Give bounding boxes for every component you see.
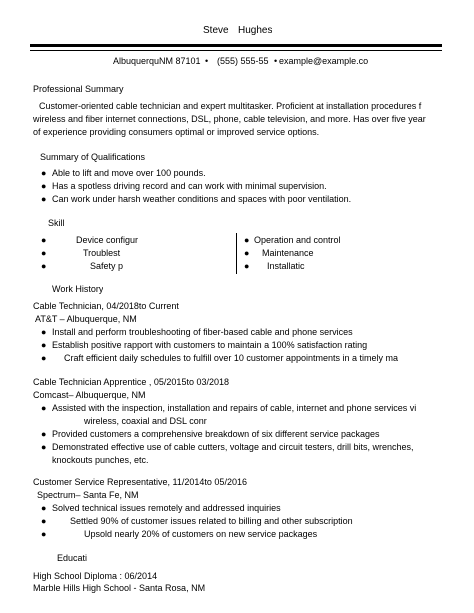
work-heading: Work History bbox=[52, 284, 104, 294]
education-school: Marble Hills High School - Santa Rosa, NM bbox=[33, 583, 206, 593]
summary-line: Customer-oriented cable technician and expert multitasker. Proficient at installation procedures f bbox=[39, 101, 422, 111]
job-bullet: Settled 90% of customer issues related to billing and other subscription bbox=[70, 516, 353, 526]
name-first: Steve bbox=[203, 25, 229, 36]
summary-line: wireless and fiber internet connections, DSL, phone, cable television, and more. Has over five year bbox=[33, 114, 426, 124]
qualification-item: Has a spotless driving record and can work with minimal supervision. bbox=[52, 181, 327, 191]
contact-separator: • bbox=[205, 56, 209, 66]
job-company: AT&T – Albuquerque, NM bbox=[35, 314, 137, 324]
job-bullet: Demonstrated effective use of cable cutters, voltage and circuit testers, drill bits, wrenches, bbox=[52, 442, 414, 452]
bullet-icon: ● bbox=[41, 429, 47, 439]
contact-email: example@example.co bbox=[279, 56, 369, 66]
job-bullet-continuation: knockouts punches, etc. bbox=[52, 455, 149, 465]
skill-item: Troublest bbox=[83, 248, 121, 258]
job-company: Spectrum– Santa Fe, NM bbox=[37, 490, 139, 500]
bullet-icon: ● bbox=[41, 168, 47, 178]
bullet-icon: ● bbox=[244, 261, 250, 271]
summary-line: of experience providing consumers optimal or improved service options. bbox=[33, 127, 320, 137]
job-bullet: Assisted with the inspection, installation and repairs of cable, internet and phone services vi bbox=[52, 403, 417, 413]
education-heading: Educati bbox=[57, 553, 88, 563]
bullet-icon: ● bbox=[41, 194, 47, 204]
education-degree: High School Diploma : 06/2014 bbox=[33, 571, 158, 581]
skill-item: Installatic bbox=[267, 261, 305, 271]
skill-item: Operation and control bbox=[254, 235, 341, 245]
bullet-icon: ● bbox=[41, 516, 47, 526]
job-company: Comcast– Albuquerque, NM bbox=[33, 390, 146, 400]
qualification-item: Able to lift and move over 100 pounds. bbox=[52, 168, 206, 178]
contact-address: AlbuquerquNM 87101 bbox=[113, 56, 201, 66]
job-bullet-continuation: wireless, coaxial and DSL conr bbox=[84, 416, 207, 426]
bullet-icon: ● bbox=[41, 503, 47, 513]
bullet-icon: ● bbox=[244, 235, 250, 245]
summary-heading: Professional Summary bbox=[33, 84, 124, 94]
bullet-icon: ● bbox=[41, 261, 47, 271]
name-last: Hughes bbox=[238, 25, 273, 36]
qualifications-heading: Summary of Qualifications bbox=[40, 152, 146, 162]
job-bullet: Craft efficient daily schedules to fulfill over 10 customer appointments in a timely ma bbox=[64, 353, 398, 363]
header-rule-thick bbox=[30, 44, 442, 47]
job-title: Cable Technician, 04/2018to Current bbox=[33, 301, 179, 311]
bullet-icon: ● bbox=[41, 327, 47, 337]
job-bullet: Upsold nearly 20% of customers on new service packages bbox=[84, 529, 318, 539]
bullet-icon: ● bbox=[41, 442, 47, 452]
skills-divider bbox=[236, 233, 237, 274]
bullet-icon: ● bbox=[41, 353, 47, 363]
job-bullet: Establish positive rapport with customers to maintain a 100% satisfaction rating bbox=[52, 340, 368, 350]
job-bullet: Solved technical issues remotely and addressed inquiries bbox=[52, 503, 281, 513]
skill-item: Safety p bbox=[90, 261, 124, 271]
job-title: Customer Service Representative, 11/2014to 05/2016 bbox=[33, 477, 247, 487]
bullet-icon: ● bbox=[41, 181, 47, 191]
bullet-icon: ● bbox=[41, 340, 47, 350]
job-title: Cable Technician Apprentice , 05/2015to 03/2018 bbox=[33, 377, 229, 387]
bullet-icon: ● bbox=[41, 529, 47, 539]
contact-separator: • bbox=[274, 56, 278, 66]
job-bullet: Provided customers a comprehensive breakdown of six different service packages bbox=[52, 429, 380, 439]
qualification-item: Can work under harsh weather conditions and spaces with poor ventilation. bbox=[52, 194, 352, 204]
contact-phone: (555) 555-55 bbox=[217, 56, 269, 66]
header-rule-thin bbox=[30, 50, 442, 51]
job-bullet: Install and perform troubleshooting of fiber-based cable and phone services bbox=[52, 327, 353, 337]
skills-heading: Skill bbox=[48, 218, 65, 228]
bullet-icon: ● bbox=[41, 248, 47, 258]
skill-item: Maintenance bbox=[262, 248, 314, 258]
bullet-icon: ● bbox=[41, 403, 47, 413]
skill-item: Device configur bbox=[76, 235, 139, 245]
bullet-icon: ● bbox=[41, 235, 47, 245]
bullet-icon: ● bbox=[244, 248, 250, 258]
